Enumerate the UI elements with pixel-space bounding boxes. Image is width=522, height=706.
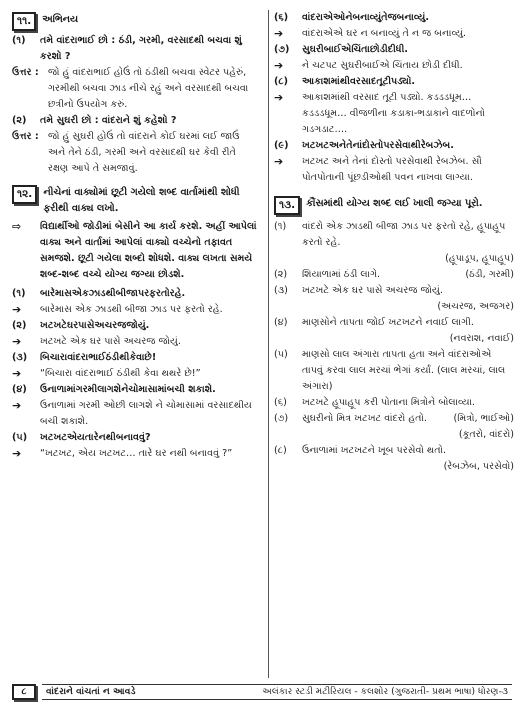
item-marker: (૩) [274,285,288,296]
arrow-icon: ➔ [12,447,22,460]
chapter-title: વાંદરાને વાંચતાં ન આવડે [46,686,136,697]
section-11-heading [12,12,257,31]
item-marker: (૧) [274,221,287,232]
fill-1 [274,219,514,251]
arrow-icon: ➔ [12,335,22,348]
fill-7-options: (કૂતરો, વાંદરો) [458,429,514,440]
fill-options: (મિત્રો, ભાઈઓ) [453,413,514,424]
item-marker: (૬) [274,12,289,23]
item-6 [274,10,514,26]
question-marker: (૧) [12,35,26,46]
item-text: ખટખટઅનેતેનાંદોસ્તોપરસેવાથીરેબઝેબ. [302,140,454,151]
left-column [12,10,257,462]
item-marker: (૨) [12,320,27,331]
item-marker: (૪) [12,384,27,395]
instruction-text: વિદ્યાર્થીઓ જોડીમાં બેસીને આ કાર્ય કરશે. અહીં આપેલાં વાક્ય અને વાર્તામાં આપેલાં વાક્યો વચ્ચેનો તફાવત સમજશે. છૂટી ગયેલા શબ્દો શોધશે. વાક્ય લખતા સમયે શબ્દ-શબ્દ વચ્ચે યોગ્ય જગ્યા છોડશે. [40,221,257,280]
item-5-answer [12,446,257,462]
instruction [12,219,257,283]
section-title: નીચેનાં વાક્યોમાં છૂટી ગયેલો શબ્દ વાર્તામાંથી શોધી ફરીથી વાક્ય લખો. [43,187,240,214]
item-2-answer [12,334,257,350]
fill-text: ખટખટે એક ઘર પાસે અચરજ જોયું. [302,285,443,296]
fill-4 [274,315,514,331]
question-2 [12,113,257,129]
item-1-answer [12,302,257,318]
section-number: ૧૧. [12,12,36,31]
item-marker: (૪) [274,317,288,328]
arrow-icon: ➔ [274,27,284,40]
item-marker: (૨) [274,269,288,280]
item-7 [274,42,514,58]
answer-label: ઉત્તર : [12,67,39,78]
question-1 [12,33,257,65]
item-marker: (૮) [274,445,287,456]
section-title: કૌંસમાંથી યોગ્ય શબ્દ લઈ ખાલી જગ્યા પૂરો. [306,198,483,209]
item-3 [12,350,257,366]
item-answer-text: ઉનાળામાં ગરમી ઓછી લાગશે ને ચોમાસામાં વરસાદથીય બચી શકાશે. [40,400,252,427]
item-marker: (૯) [274,140,289,151]
item-9-answer [274,154,514,186]
arrow-icon: ➔ [12,303,22,316]
item-8-answer [274,90,514,138]
item-answer-text: “બિચારા વાંદરાભાઈ ઠંડીથી કેવા થથરે છે!” [40,368,201,379]
arrow-icon: ➔ [274,59,284,72]
item-4-answer [12,398,257,430]
fill-options: (ઠંડી, ગરમી) [465,269,514,280]
item-answer-text: ને ચટપટ સુઘરીબાઈએ ચિંતાય છોડી દીધી. [302,60,463,71]
fill-1-options: (હૂપાડૂપ, હૂપાહૂપ) [445,253,514,264]
answer-1 [12,65,257,113]
workbook-page [12,10,512,678]
column-divider [268,10,269,678]
item-text: ખટખટેઘરપાસેઅચરજજોયું. [40,320,150,331]
answer-2 [12,129,257,177]
fill-2 [274,267,514,283]
fill-5 [274,347,514,395]
fill-4-options: (નવરાશ, નવાઈ) [449,333,514,344]
item-3-answer [12,366,257,382]
item-8 [274,74,514,90]
answer-text: જો હું સુઘરી હોઉં તો વાંદરાને કોઈ ઘરમાં લઈ જાઉં અને તેને ઠંડી, ગરમી અને વરસાદથી ઘર કેવી રીતે રક્ષણ આપે તે સમજાવું. [48,131,240,174]
arrow-icon: ➔ [274,91,284,104]
item-text: ઉનાળામાંગરમીલાગશેનેચોમાસામાંબચી શકાશે. [40,384,216,395]
fill-text: ઉનાળામાં ખટખટને ખૂબ પરસેવો થતો. [302,445,447,456]
fill-7 [274,411,514,427]
right-column [274,10,514,475]
item-5 [12,430,257,446]
item-marker: (૮) [274,76,289,87]
item-text: ખટખટએયતારેનથીબનાવવું? [40,432,151,443]
item-text: બારેમાસએકઝાડથીબીજાપરફરતોરહે. [40,288,186,299]
fill-text: માણસોને તાપતા જોઈ ખટખટને નવાઈ લાગી. [302,317,474,328]
answer-text: જો હું વાંદરાભાઈ હોઉં તો ઠંડીથી બચવા સ્વેટર પહેરું, ગરમીથી બચવા ઝાડ નીચે રહું અને વરસાદથી બચવા છત્રીનો ઉપયોગ કરું. [48,67,249,110]
item-7-answer [274,58,514,74]
fill-text: ખટખટે હૂપાહૂપ કરી પોતાના મિત્રોને બોલાવ્યા. [302,397,475,408]
item-answer-text: આકાશમાંથી વરસાદ તૂટી પડ્યો. કડડડધૂમ… કડડડધૂમ… વીજળીના કડાકા-ભડાકાને વાદળોનો ગડગડાટ…. [302,92,486,135]
item-4 [12,382,257,398]
arrow-icon: ➔ [12,399,22,412]
item-answer-text: ખટખટ અને તેનાં દોસ્તો પરસેવાથી રેબઝેબ. સૌ પોતપોતાની પૂંછડીઓથી પવન નાખવા લાગ્યા. [302,156,482,183]
fill-text: વાંદરો એક ઝાડથી બીજા ઝાડ પર ફરતો રહે, હૂપાહૂપ કરતો રહે. [302,221,506,248]
footer-bar [42,684,512,700]
item-text: આકાશમાંથીવરસાદતૂટીપડ્યો. [302,76,416,87]
fill-3-options: (અચરજ, અજગર) [437,301,514,312]
section-13-heading [274,196,514,215]
hollow-arrow-icon: ⇨ [12,220,22,233]
item-text: બિચારાવાંદરાભાઈઠંડીથીકેવાછે! [40,352,157,363]
arrow-icon: ➔ [12,367,22,380]
item-marker: (૬) [274,397,287,408]
item-marker: (૫) [12,432,28,443]
fill-8-options: (રેબઝેબ, પરસેવો) [443,461,514,472]
item-1 [12,286,257,302]
section-title: અભિનય [42,14,78,25]
fill-text: શિયાળામાં ઠંડી લાગે. [302,269,381,280]
fill-text: સુઘરીનો મિત્ર ખટખટ વાંદરો હતો. [302,413,427,424]
item-answer-text: વાંદરાએએ ઘર ન બનાવ્યું તે ન જ બનાવ્યું. [302,28,467,39]
question-text: તમે સુઘરી છો : વાંદરાને શું કહેશો ? [40,115,177,126]
question-marker: (૨) [12,115,27,126]
fill-text: માણસો લાલ અંગારા તાપતા હતા અને વાંદરાઓએ તાપવું કરવા લાલ મરચાં ભેગાં કર્યાં. (લાલ મરચાં, લાલ અંગારા) [302,349,506,392]
fill-3 [274,283,514,299]
item-answer-text: “ખટખટ, એય ખટખટ… તારે ઘર નથી બનાવવું ?” [40,448,233,459]
question-text: તમે વાંદરાભાઈ છો : ઠંડી, ગરમી, વરસાદથી બચવા શું કરશો ? [40,35,242,62]
section-number: ૧૩. [274,196,300,215]
answer-label: ઉત્તર : [12,131,39,142]
page-footer [12,684,512,700]
item-marker: (૭) [274,413,289,424]
item-text: વાંદરાએઓનેબનાવ્યુંતેજબનાવ્યું. [302,12,430,23]
page-number: ૮ [12,684,36,700]
item-9 [274,138,514,154]
item-text: સુઘરીબાઈએચિંતાછોડીદીધી. [302,44,408,55]
section-number: ૧૨. [12,185,37,204]
item-answer-text: બારેમાસ એક ઝાડથી બીજા ઝાડ પર ફરતો રહે. [40,304,223,315]
item-2 [12,318,257,334]
item-marker: (૭) [274,44,290,55]
item-marker: (૩) [12,352,28,363]
item-6-answer [274,26,514,42]
series-title: અલંકાર સ્ટડી મટીરિયલ - કલશોર (ગુજરાતી- પ્રથમ ભાષા) ધોરણ-૩ [262,686,508,697]
arrow-icon: ➔ [274,155,284,168]
item-marker: (૫) [274,349,288,360]
item-marker: (૧) [12,288,26,299]
fill-8 [274,443,514,459]
item-answer-text: ખટખટે એક ઘર પાસે અચરજ જોયું. [40,336,181,347]
section-12-heading [12,185,257,217]
